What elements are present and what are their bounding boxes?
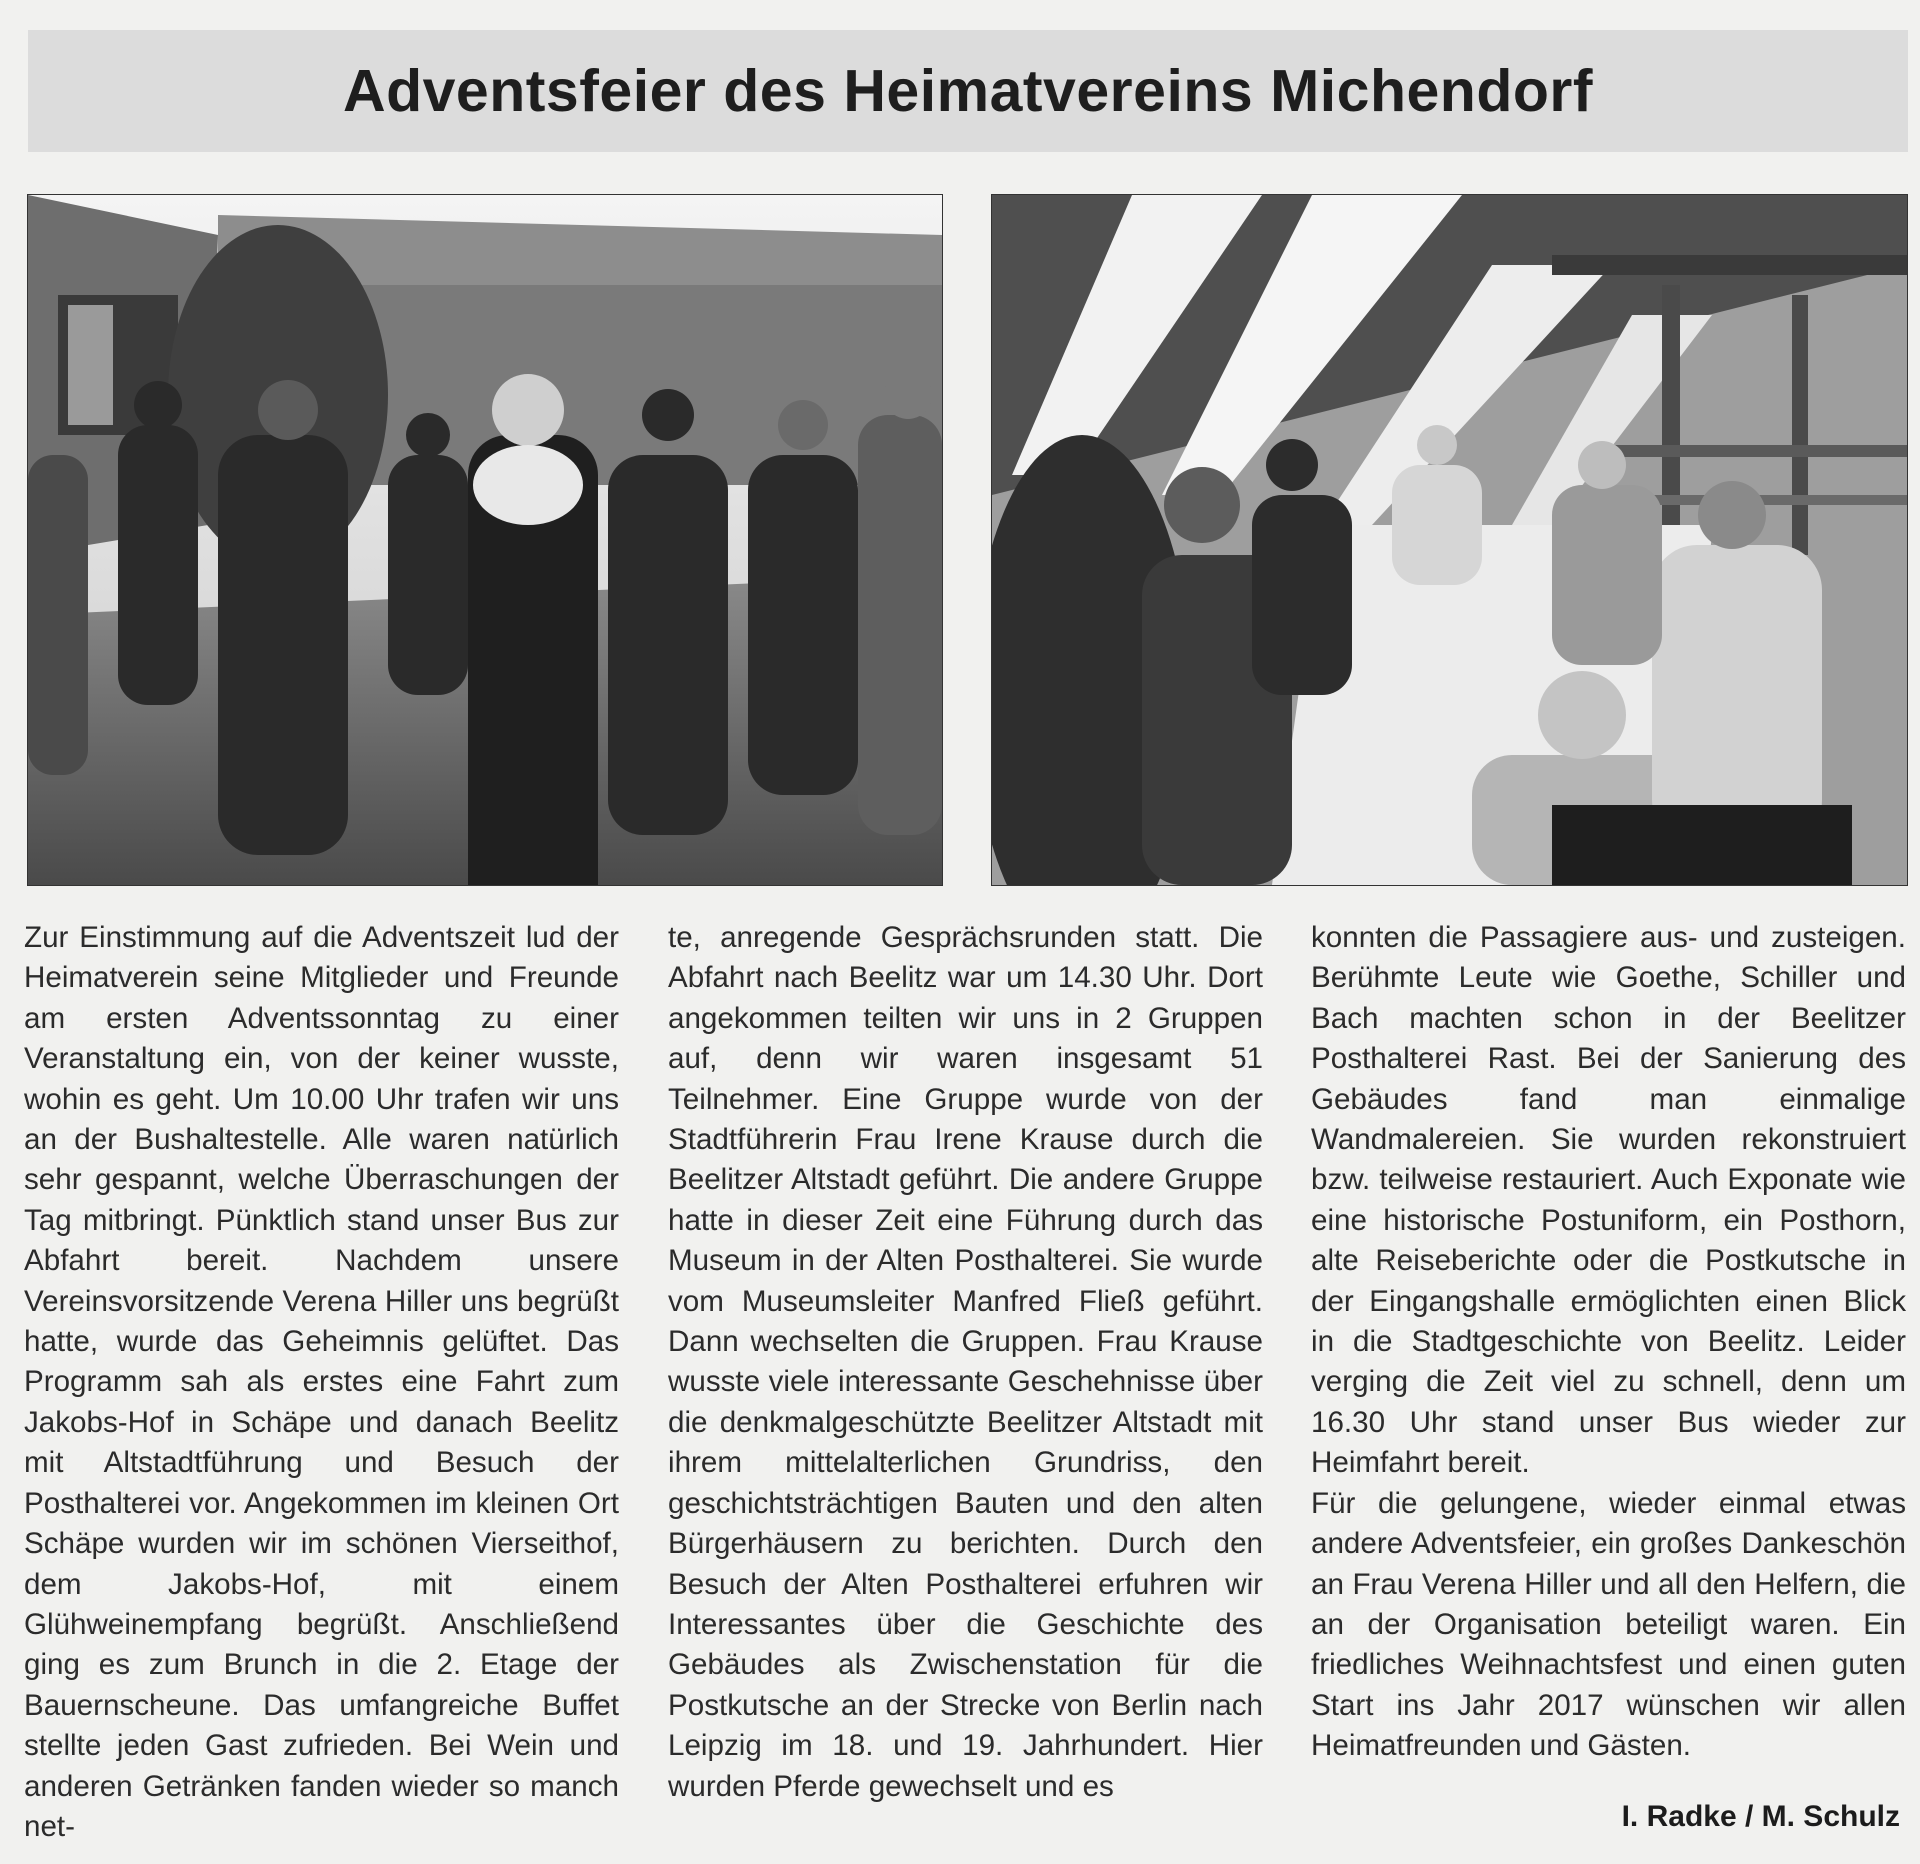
headline-bar	[28, 30, 1908, 152]
article-column-1	[24, 918, 619, 1847]
photo-barn-brunch	[991, 194, 1908, 886]
article-paragraph: konnten die Passagiere aus- und zusteigen. Berühmte Leute wie Goethe, Schiller und Bach machten schon in der Beelitzer Posthalterei Rast. Bei der Sanierung des Gebäudes fand man einmalige Wandmalereien. Sie wurden rekonstruiert bzw. teilweise restauriert. Auch Exponate wie eine historische Postuniform, ein Posthorn, alte Reiseberichte oder die Postkutsche in der Eingangshalle ermöglichten einen Blick in die Stadtgeschichte von Beelitz. Leider verging die Zeit viel zu schnell, denn um 16.30 Uhr stand unser Bus wieder zur Heimfahrt bereit.	[1311, 921, 1906, 1480]
article-paragraph: te, anregende Gesprächsrunden statt. Die Abfahrt nach Beelitz war um 14.30 Uhr. Dort angekommen teilten wir uns in 2 Gruppen auf, denn wir waren insgesamt 51 Teilnehmer. Eine Gruppe wurde von der Stadtführerin Frau Irene Krause durch die Beelitzer Altstadt geführt. Die andere Gruppe hatte in dieser Zeit eine Führung durch das Museum in der Alten Posthalterei. Sie wurde vom Museumsleiter Manfred Fließ geführt. Dann wechselten die Gruppen. Frau Krause wusste viele interessante Geschehnisse über die denkmalgeschützte Beelitzer Altstadt mit ihrem mittelalterlichen Grundriss, den geschichtsträchtigen Bauten und den alten Bürgerhäusern zu berichten. Durch den Besuch der Alten Posthalterei erfuhren wir Interessantes über die Geschichte des Gebäudes als Zwischenstation für die Postkutsche an der Strecke von Berlin nach Leipzig im 18. und 19. Jahrhundert. Hier wurden Pferde gewechselt und es	[668, 921, 1263, 1803]
article-column-3	[1311, 918, 1906, 1767]
article-closing-paragraph: Für die gelungene, wieder einmal etwas andere Adventsfeier, ein großes Dankeschön an Frau Verena Hiller und all den Helfern, die an der Organisation beteiligt waren. Ein friedliches Weihnachtsfest und einen guten Start ins Jahr 2017 wünschen wir allen Heimatfreunden und Gästen.	[1311, 1486, 1906, 1763]
article-column-2	[668, 918, 1263, 1807]
photo-courtyard-reception	[27, 194, 943, 886]
author-byline: I. Radke / M. Schulz	[1621, 1800, 1900, 1833]
article-paragraph: Zur Einstimmung auf die Adventszeit lud der Heimatverein seine Mitglieder und Freunde am ersten Adventssonntag zu einer Veranstaltung ein, von der keiner wusste, wohin es geht. Um 10.00 Uhr trafen wir uns an der Bushaltestelle. Alle waren natürlich sehr gespannt, welche Überraschungen der Tag mitbringt. Pünktlich stand unser Bus zur Abfahrt bereit. Nachdem unsere Vereinsvorsitzende Verena Hiller uns begrüßt hatte, wurde das Geheimnis gelüftet. Das Programm sah als erstes eine Fahrt zum Jakobs-Hof in Schäpe und danach Beelitz mit Altstadtführung und Besuch der Posthalterei vor. Angekommen im kleinen Ort Schäpe wurden wir im schönen Vierseithof, dem Jakobs-Hof, mit einem Glühweinempfang begrüßt. Anschließend ging es zum Brunch in die 2. Etage der Bauernscheune. Das umfangreiche Buffet stellte jeden Gast zufrieden. Bei Wein und anderen Getränken fanden wieder so manch net-	[24, 921, 619, 1843]
page-title: Adventsfeier des Heimatvereins Michendorf	[342, 58, 1594, 124]
